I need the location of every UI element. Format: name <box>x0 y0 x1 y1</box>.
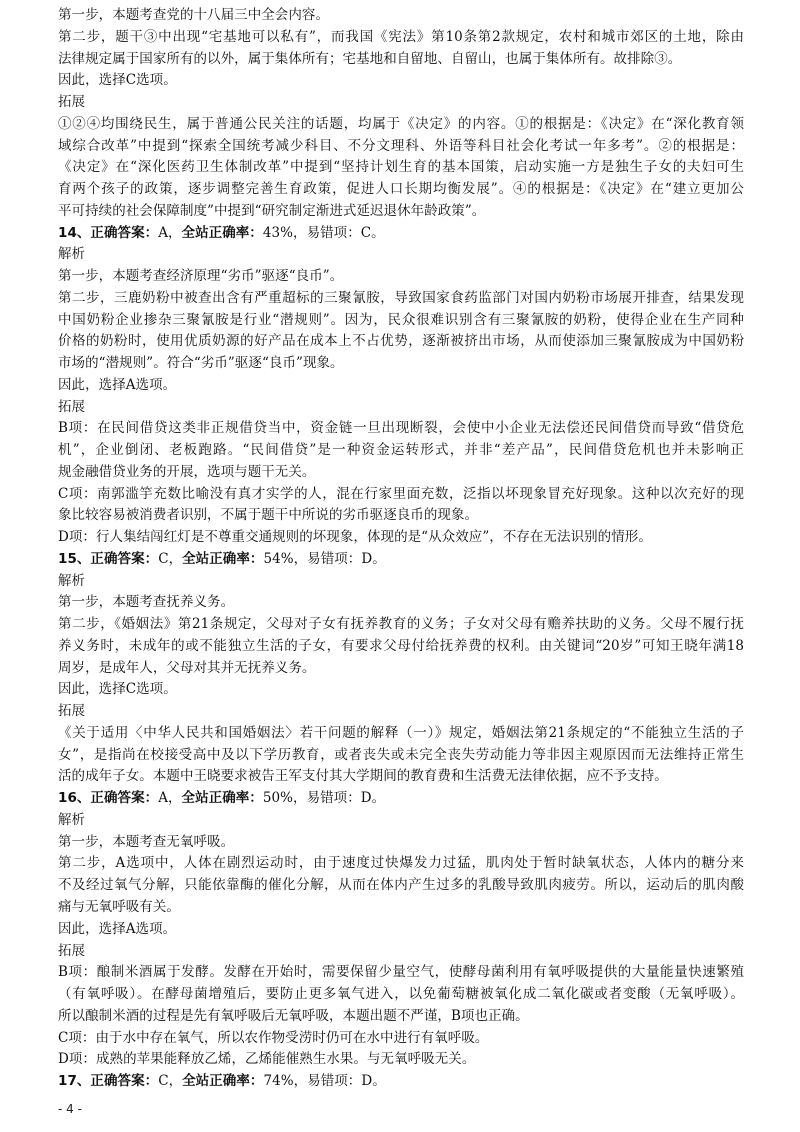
q15-rate-label: 全站正确率： <box>182 550 264 567</box>
q13-step2-line1: 第二步，题干③中出现“宅基地可以私有”，而我国《宪法》第10条第2款规定，农村和城市郊区的土地，除由 <box>58 28 744 45</box>
q14-number: 14、正确答案： <box>58 224 159 241</box>
q14-option-b-line1: B项：在民间借贷这类非正规借贷当中，资金链一旦出现断裂，会使中小企业无法偿还民间借贷而导致“借贷危 <box>58 420 744 437</box>
q16-step2-line3: 痛与无氧呼吸有关。 <box>58 899 180 915</box>
q15-extension-line1: 《关于适用〈中华人民共和国婚姻法〉若干问题的解释（一）》规定，婚姻法第21条规定的“不能独立生活的子 <box>58 724 744 741</box>
q13-step1: 第一步，本题考查党的十八届三中全会内容。 <box>58 7 329 23</box>
q16-option-b-line1: B项：酿制米酒属于发酵。发酵在开始时，需要保留少量空气，使酵母菌利用有氧呼吸提供的大量能量快速繁殖 <box>58 964 744 981</box>
q13-extension-line5: 平可持续的社会保障制度”中提到“研究制定渐进式延迟退休年龄政策”。 <box>58 202 486 219</box>
q14-step2-line2: 中国奶粉企业掺杂三聚氰胺是行业“潜规则”。因为，民众很难识别含有三聚氰胺的奶粉，使得企业在生产同种 <box>58 311 744 328</box>
q17-rate-value: 74%，易错项：D。 <box>263 1073 386 1089</box>
q13-step2-line2: 法律规定属于国家所有的以外，属于集体所有；宅基地和自留地、自留山，也属于集体所有。故排除③。 <box>58 50 682 67</box>
q15-conclusion: 因此，选择C选项。 <box>58 681 177 698</box>
q16-option-d-line1: D项：成熟的苹果能释放乙烯，乙烯能催熟生水果。与无氧呼吸无关。 <box>58 1051 476 1068</box>
q14-option-b-line3: 规金融借贷业务的开展，选项与题干无关。 <box>58 463 316 480</box>
q14-step2-line3: 价格的奶粉时，使用优质奶源的好产品在成本上不占优势，逐渐被挤出市场，从而使添加三聚氰胺成为中国奶粉 <box>58 333 744 350</box>
q15-rate-value: 54%，易错项：D。 <box>263 550 386 567</box>
q17-number: 17、正确答案： <box>58 1073 159 1089</box>
q16-step2-line1: 第二步，A选项中，人体在剧烈运动时，由于速度过快爆发力过猛，肌肉处于暂时缺氧状态，人体内的糖分来 <box>58 855 744 872</box>
q16-analysis-title: 解析 <box>58 811 86 828</box>
q14-step2-line1: 第二步，三鹿奶粉中被查出含有严重超标的三聚氰胺，导致国家食药监部门对国内奶粉市场展开排查，结果发现 <box>58 289 744 306</box>
q15-step1: 第一步，本题考查抚养义务。 <box>58 594 235 611</box>
q16-answer-header <box>58 787 744 809</box>
q13-extension-title: 拓展 <box>58 94 86 110</box>
q14-rate-value: 43%，易错项：C。 <box>262 224 385 241</box>
q15-step2-line3: 周岁，是成年人，父母对其并无抚养义务。 <box>58 659 316 676</box>
q15-answer-header <box>58 548 744 570</box>
q14-conclusion: 因此，选择A选项。 <box>58 376 177 393</box>
q16-rate-label: 全站正确率： <box>181 790 263 807</box>
q13-extension-line1: ①②④均围绕民生，属于普通公民关注的话题，均属于《决定》的内容。①的根据是：《决定》在“深化教育领 <box>58 115 744 132</box>
q14-rate-label: 全站正确率： <box>181 224 263 241</box>
q15-analysis-title: 解析 <box>58 572 86 589</box>
q16-step1: 第一步，本题考查无氧呼吸。 <box>58 833 235 850</box>
q13-conclusion: 因此，选择C选项。 <box>58 72 177 89</box>
q15-step2-line2: 养义务时，未成年的或不能独立生活的子女，有要求父母付给抚养费的权利。由关键词“20岁”可知王晓年满18 <box>58 637 744 654</box>
q16-rate-value: 50%，易错项：D。 <box>262 790 386 807</box>
q15-extension-line2: 女”，是指尚在校接受高中及以下学历教育，或者丧失或未完全丧失劳动能力等非因主观原因而无法维持正常生 <box>58 746 744 763</box>
q13-extension-line3: 《决定》在“深化医药卫生体制改革”中提到“坚持计划生育的基本国策，启动实施一方是独生子女的夫妇可生 <box>58 159 744 176</box>
q16-option-c-line1: C项：由于水中存在氧气，所以农作物受涝时仍可在水中进行有氧呼吸。 <box>58 1029 489 1046</box>
q15-answer: C， <box>158 550 183 567</box>
q14-option-b-line2: 机”，企业倒闭、老板跑路。“民间借贷”是一种资金运转形式，并非“差产品”，民间借贷危机也并未影响正 <box>58 442 744 459</box>
q15-step2-line1: 第二步，《婚姻法》第21条规定，父母对子女有抚养教育的义务；子女对父母有赡养扶助的义务。父母不履行抚 <box>58 616 744 633</box>
q14-step1: 第一步，本题考查经济原理“劣币”驱逐“良币”。 <box>58 268 344 285</box>
q15-extension-title: 拓展 <box>58 703 86 720</box>
q14-analysis-title: 解析 <box>58 246 86 263</box>
q15-number: 15、正确答案： <box>58 550 159 567</box>
q14-option-c-line2: 象比较容易被消费者识别，不属于题干中所说的劣币驱逐良币的现象。 <box>58 507 479 524</box>
q14-extension-title: 拓展 <box>58 398 86 415</box>
q14-answer-header <box>58 222 744 244</box>
q16-answer: A， <box>158 790 182 807</box>
page-number: - 4 - <box>58 1102 82 1116</box>
q15-extension-line3: 活的成年子女。本题中王晓要求被告王军支付其大学期间的教育费和生活费无法律依据，应不予支持。 <box>58 768 668 785</box>
q13-extension-line4: 育两个孩子的政策，逐步调整完善生育政策，促进人口长期均衡发展”。④的根据是：《决定》在“建立更加公 <box>58 181 744 197</box>
q17-answer-header <box>58 1070 744 1092</box>
q13-extension-line2: 域综合改革”中提到“探索全国统考减少科目、不分文理科、外语等科目社会化考试一年多考”。②的根据是： <box>58 137 744 154</box>
q16-option-b-line3: 所以酿制米酒的过程是先有氧呼吸后无氧呼吸，本题出题不严谨，B项也正确。 <box>58 1007 529 1024</box>
q16-extension-title: 拓展 <box>58 942 86 959</box>
q16-step2-line2: 不及经过氧气分解，只能依靠酶的催化分解，从而在体内产生过多的乳酸导致肌肉疲劳。所以，运动后的肌肉酸 <box>58 877 744 894</box>
q14-answer: A， <box>158 224 182 241</box>
q14-step2-line4: 市场的“潜规则”。符合“劣币”驱逐“良币”现象。 <box>58 355 344 372</box>
q14-option-c-line1: C项：南郭滥竽充数比喻没有真才实学的人，混在行家里面充数，泛指以坏现象冒充好现象。这种以次充好的现 <box>58 485 744 502</box>
q17-answer: C， <box>158 1073 183 1089</box>
q16-number: 16、正确答案： <box>58 790 159 807</box>
q16-option-b-line2: （有氧呼吸）。在酵母菌增殖后，要防止更多氧气进入，以免葡萄糖被氧化成二氧化碳或者变酸（无氧呼吸）。 <box>58 986 744 1002</box>
q17-rate-label: 全站正确率： <box>182 1073 264 1089</box>
q14-option-d-line1: D项：行人集结闯红灯是不尊重交通规则的坏现象，体现的是“从众效应”，不存在无法识别的情形。 <box>58 529 652 546</box>
q16-conclusion: 因此，选择A选项。 <box>58 920 177 937</box>
